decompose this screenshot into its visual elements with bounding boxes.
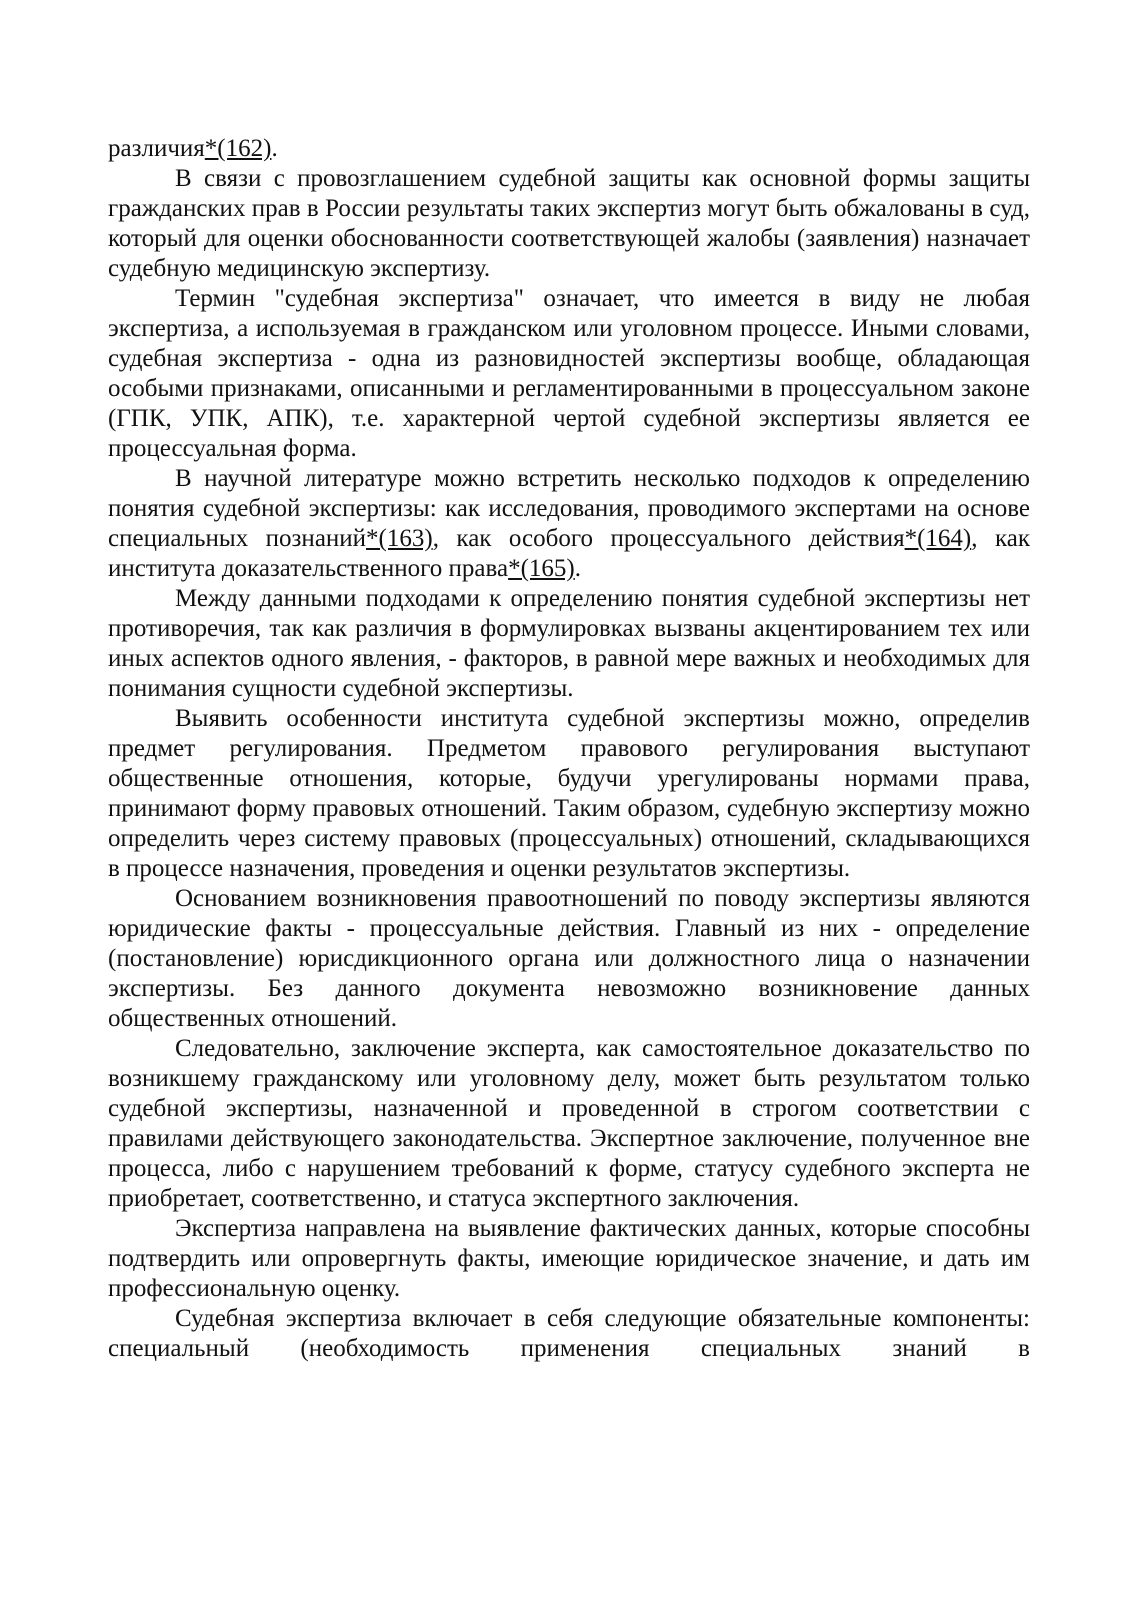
paragraph <box>108 464 1030 584</box>
paragraph-text: Между данными подходами к определению понятия судебной экспертизы нет противоречия, так как различия в формулировках вызваны акцентированием тех или иных аспектов одного явления, - факторов, в равной мере важных и необходимых для понимания сущности судебной экспертизы. <box>108 585 1030 702</box>
paragraph-text: Судебная экспертиза включает в себя следующие обязательные компоненты: специальный (необходимость применения специальных знаний в <box>108 1305 1030 1362</box>
paragraph-text: , как института доказательственного права <box>108 525 1030 582</box>
footnote-link[interactable]: *(165) <box>508 555 575 582</box>
paragraph <box>108 284 1030 464</box>
paragraph-text: Выявить особенности института судебной экспертизы можно, определив предмет регулирования. Предметом правового регулирования выступают общественные отношения, которые, будучи урегулированы нормами права, принимают форму правовых отношений. Таким образом, судебную экспертизу можно определить через систему правовых (процессуальных) отношений, складывающихся в процессе назначения, проведения и оценки результатов экспертизы. <box>108 705 1030 882</box>
footnote-link[interactable]: *(164) <box>904 525 972 552</box>
paragraph <box>108 704 1030 884</box>
paragraph-text: В научной литературе можно встретить несколько подходов к определению понятия судебной экспертизы: как исследования, проводимого экспертами на основе специальных познаний <box>108 465 1030 552</box>
footnote-link[interactable]: *(163) <box>366 525 433 552</box>
paragraph <box>108 1304 1030 1364</box>
paragraph-text: различия <box>108 135 205 162</box>
paragraph-text: , как особого процессуального действия <box>432 525 905 552</box>
paragraph-text: Экспертиза направлена на выявление фактических данных, которые способны подтвердить или опровергнуть факты, имеющие юридическое значение, и дать им профессиональную оценку. <box>108 1215 1030 1302</box>
paragraph-text: . <box>574 555 582 582</box>
paragraph <box>108 164 1030 284</box>
paragraph <box>108 584 1030 704</box>
paragraph-text: В связи с провозглашением судебной защиты как основной формы защиты гражданских прав в России результаты таких экспертиз могут быть обжалованы в суд, который для оценки обоснованности соответствующей жалобы (заявления) назначает судебную медицинскую экспертизу. <box>108 165 1030 282</box>
footnote-link[interactable]: *(162) <box>204 135 272 162</box>
paragraph-text: Следовательно, заключение эксперта, как самостоятельное доказательство по возникшему гражданскому или уголовному делу, может быть результатом только судебной экспертизы, назначенной и проведенной в строгом соответствии с правилами действующего законодательства. Экспертное заключение, полученное вне процесса, либо с нарушением требований к форме, статусу судебного эксперта не приобретает, соответственно, и статуса экспертного заключения. <box>108 1035 1030 1212</box>
paragraph <box>108 134 1030 164</box>
paragraph <box>108 1034 1030 1214</box>
paragraph <box>108 1214 1030 1304</box>
document-page <box>108 134 1030 1364</box>
paragraph <box>108 884 1030 1034</box>
paragraph-text: Основанием возникновения правоотношений по поводу экспертизы являются юридические факты - процессуальные действия. Главный из них - определение (постановление) юрисдикционного органа или должностного лица о назначении экспертизы. Без данного документа невозможно возникновение данных общественных отношений. <box>108 885 1030 1032</box>
paragraph-text: . <box>271 135 278 162</box>
paragraph-text: Термин "судебная экспертиза" означает, что имеется в виду не любая экспертиза, а используемая в гражданском или уголовном процессе. Иными словами, судебная экспертиза - одна из разновидностей экспертизы вообще, обладающая особыми признаками, описанными и регламентированными в процессуальном законе (ГПК, УПК, АПК), т.е. характерной чертой судебной экспертизы является ее процессуальная форма. <box>108 285 1030 462</box>
